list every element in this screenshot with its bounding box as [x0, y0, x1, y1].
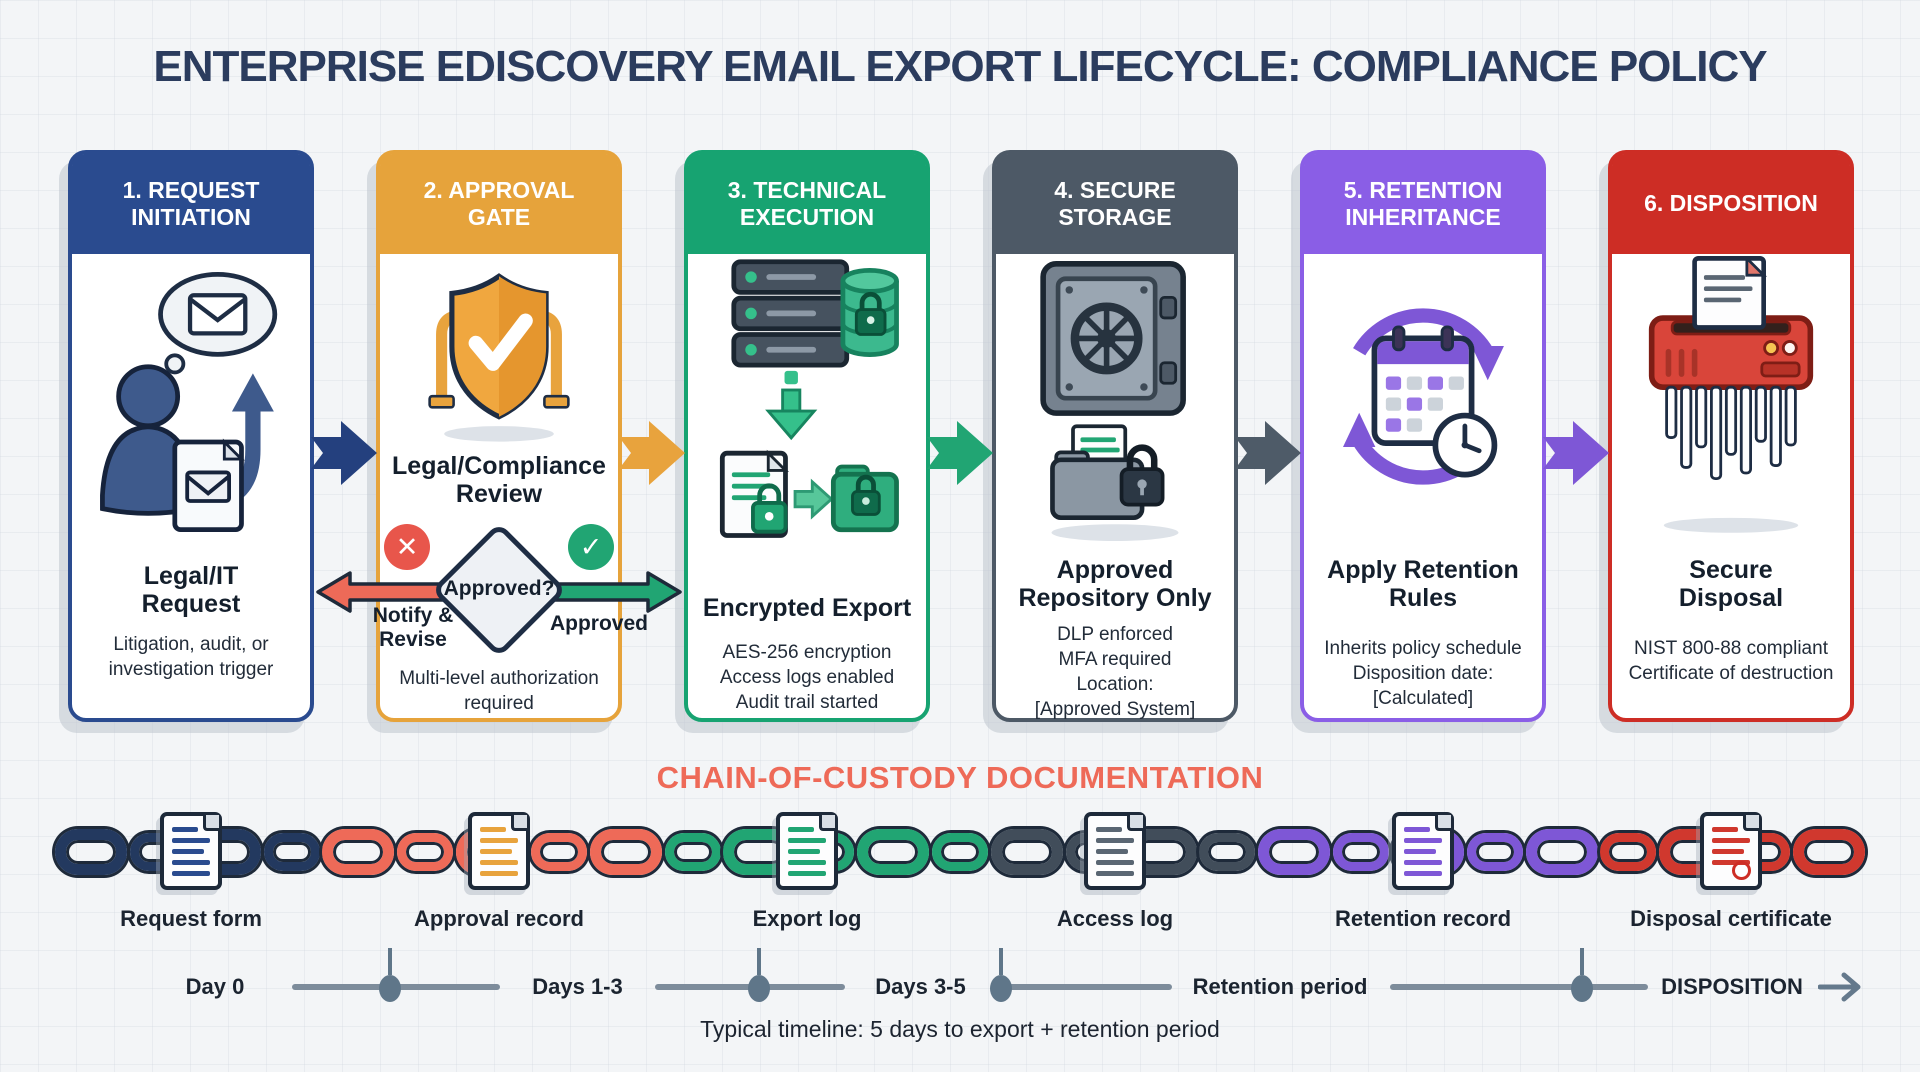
stage-detail-line: DLP enforced — [1057, 624, 1173, 645]
stage-card-secure-storage — [992, 150, 1238, 722]
chain-document-icon — [776, 812, 838, 890]
timeline-node — [990, 975, 1012, 1002]
reject-x-icon: ✕ — [384, 524, 430, 570]
chain-link — [322, 829, 394, 875]
chain-document-icon — [1392, 812, 1454, 890]
stage-card-retention-inheritance — [1300, 150, 1546, 722]
chain-link — [991, 829, 1063, 875]
timeline-end-arrow-icon — [1818, 969, 1866, 1010]
stage-card-request-initiation — [68, 150, 314, 722]
chain-link — [1526, 829, 1598, 875]
timeline-note: Typical timeline: 5 days to export + retention period — [700, 1016, 1220, 1042]
stage-heading: Legal/IT Request — [141, 562, 241, 618]
server-encrypted-export-icon — [688, 256, 926, 591]
chain-link — [590, 829, 662, 875]
stage-heading: Encrypted Export — [702, 594, 912, 622]
flow-arrow-icon — [615, 417, 689, 489]
stage-heading: Secure Disposal — [1678, 556, 1784, 612]
stage-detail-line: Inherits policy schedule — [1324, 638, 1522, 659]
timeline-label: Days 1-3 — [532, 974, 623, 999]
stage-detail-line: [Calculated] — [1372, 688, 1474, 710]
timeline-node — [379, 975, 401, 1002]
timeline-label: Day 0 — [185, 974, 245, 999]
stage-detail-line: Access logs enabled — [719, 667, 895, 689]
timeline-line — [998, 984, 1172, 990]
chain-document-icon — [160, 812, 222, 890]
flow-arrow-icon — [307, 417, 381, 489]
timeline-label: Retention period — [1192, 974, 1368, 999]
chain-document-icon — [468, 812, 530, 890]
stage-detail-line: Disposition date: — [1352, 663, 1494, 685]
stage-detail-line: Multi-level authorization required — [399, 668, 599, 715]
stage-detail-line: Litigation, audit, or investigation trigger — [108, 634, 274, 681]
chain-link — [1199, 833, 1255, 871]
stage-header-label: 2. APPROVAL GATE — [423, 176, 575, 230]
chain-document-icon — [1084, 812, 1146, 890]
chain-link — [932, 833, 988, 871]
timeline-line — [1390, 984, 1648, 990]
stage-details — [393, 666, 605, 716]
shield-check-gate-icon — [380, 254, 618, 451]
stage-header-label: 1. REQUEST INITIATION — [122, 176, 260, 230]
chain-doc-label: Export log — [752, 906, 862, 931]
decision-no-label: Notify & Revise — [372, 604, 454, 652]
custody-chain — [55, 822, 1865, 882]
stage-header — [688, 154, 926, 254]
stage-card-technical-execution — [684, 150, 930, 722]
chain-link — [1600, 833, 1656, 871]
chain-link — [1793, 829, 1865, 875]
stage-heading: Apply Retention Rules — [1327, 556, 1519, 612]
chain-doc-label: Request form — [120, 906, 262, 931]
flow-arrow-icon — [1231, 417, 1305, 489]
chain-section-title: CHAIN-OF-CUSTODY DOCUMENTATION — [656, 760, 1264, 795]
stage-header-label: 5. RETENTION INHERITANCE — [1343, 176, 1503, 230]
stage-header — [72, 154, 310, 254]
stage-detail-line: Audit trail started — [735, 692, 879, 714]
chain-doc-label: Approval record — [414, 906, 584, 931]
vault-safe-icon — [996, 256, 1234, 546]
chain-link — [531, 833, 587, 871]
chain-document-seal-icon — [1700, 812, 1762, 890]
chain-doc-label: Access log — [1056, 906, 1174, 931]
stage-header-label: 6. DISPOSITION — [1644, 190, 1818, 217]
chain-link — [264, 833, 320, 871]
chain-link — [857, 829, 929, 875]
person-email-request-icon — [72, 258, 310, 544]
chain-doc-label: Retention record — [1334, 906, 1512, 931]
decision-yes-label: Approved — [549, 612, 648, 635]
chain-link — [1333, 833, 1389, 871]
page-title: ENTERPRISE EDISCOVERY EMAIL EXPORT LIFECYCLE: COMPLIANCE POLICY — [153, 42, 1767, 91]
chain-link — [55, 829, 127, 875]
approve-check-icon: ✓ — [568, 524, 614, 570]
stage-details — [82, 632, 300, 682]
chain-doc-label: Disposal certificate — [1630, 906, 1832, 931]
timeline-node — [1571, 975, 1593, 1002]
stage-details — [692, 640, 922, 715]
shredder-icon — [1612, 256, 1850, 537]
stage-detail-line: AES-256 encryption — [722, 642, 892, 663]
stage-heading: Approved Repository Only — [1018, 556, 1212, 612]
stage-details — [1613, 636, 1849, 686]
stage-card-disposition — [1608, 150, 1854, 722]
stage-details — [1305, 636, 1541, 711]
decision-question: Approved? — [443, 577, 555, 600]
timeline-label: DISPOSITION — [1661, 974, 1803, 999]
chain-link — [1467, 833, 1523, 871]
flow-arrow-icon — [1539, 417, 1613, 489]
timeline-node — [748, 975, 770, 1002]
stage-detail-line: Certificate of destruction — [1628, 663, 1834, 685]
stage-detail-line: Location: — [1076, 674, 1154, 696]
stage-header — [1304, 154, 1542, 254]
stage-header — [380, 154, 618, 254]
chain-link — [397, 833, 453, 871]
stage-header-label: 3. TECHNICAL EXECUTION — [727, 176, 887, 230]
calendar-cycle-clock-icon — [1304, 258, 1542, 535]
stage-detail-line: [Approved System] — [1034, 699, 1196, 721]
stage-detail-line: NIST 800-88 compliant — [1634, 638, 1828, 659]
timeline-label: Days 3-5 — [875, 974, 966, 999]
stage-header-label: 4. SECURE STORAGE — [1054, 176, 1176, 230]
stage-header — [1612, 154, 1850, 254]
flow-arrow-icon — [923, 417, 997, 489]
stage-details — [1000, 622, 1230, 722]
stage-heading: Legal/Compliance Review — [392, 452, 606, 508]
stage-header — [996, 154, 1234, 254]
chain-link — [665, 833, 721, 871]
chain-link — [1258, 829, 1330, 875]
stage-detail-line: MFA required — [1058, 649, 1172, 671]
